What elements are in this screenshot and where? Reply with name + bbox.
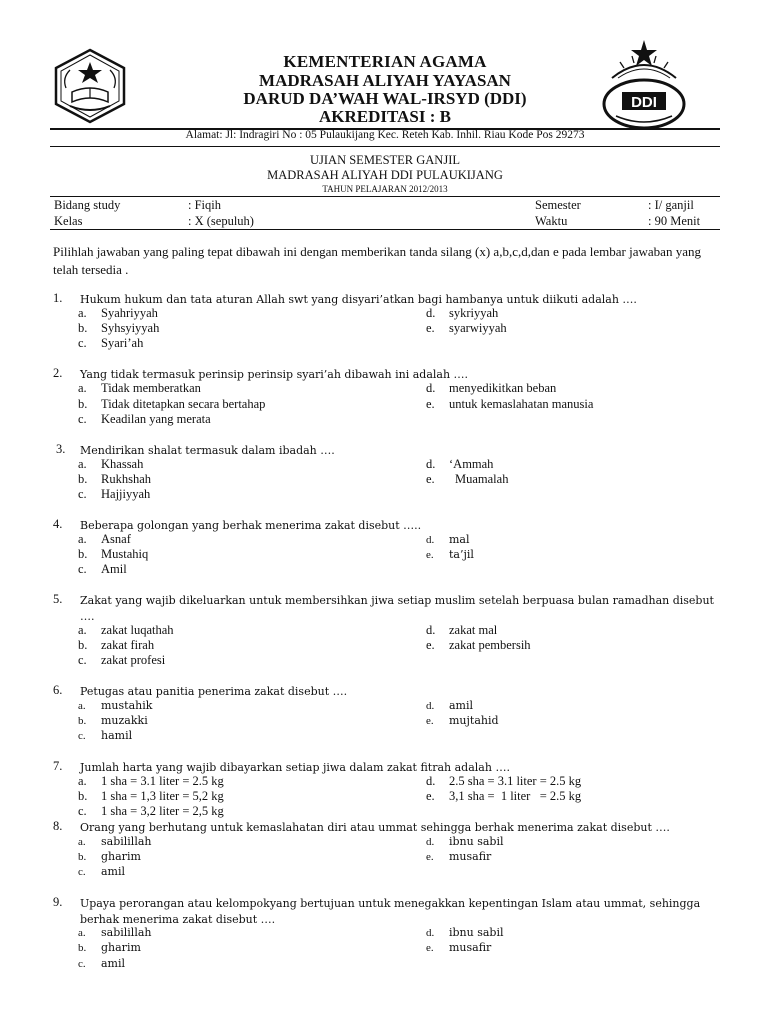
option-b: b. Syhsyiyyah [78, 321, 160, 335]
option-d: d. ibnu sabil [426, 835, 504, 848]
option-c: c. Hajjiyyah [78, 487, 151, 501]
header-accreditation: AKREDITASI : B [319, 107, 451, 126]
address-divider [50, 146, 720, 147]
option-a: a. sabilillah [78, 926, 152, 939]
question-text: Upaya perorangan atau kelompokyang bertujuan untuk menegakkan kepentingan Islam atau ummat, sehingga berhak menerima zakat disebut …. [80, 897, 701, 926]
info-row-subject [50, 197, 720, 213]
ddi-logo-text: DDI [631, 94, 657, 111]
option-d: d. zakat mal [426, 623, 498, 637]
option-d: d. ‘Ammah [426, 457, 494, 471]
exam-title: UJIAN SEMESTER GANJIL [310, 153, 460, 167]
option-a: a. mustahik [78, 699, 153, 712]
question-text: Orang yang berhutang untuk kemaslahatan diri atau ummat sehingga berhak menerima zakat disebut …. [80, 821, 670, 834]
option-c: c. 1 sha = 3,2 liter = 2,5 kg [78, 804, 224, 818]
option-b: b. Rukhshah [78, 472, 151, 486]
option-b: b. muzakki [78, 714, 148, 727]
option-d: d. menyedikitkan beban [426, 381, 557, 395]
question-text: Hukum hukum dan tata aturan Allah swt yang disyari’atkan bagi hambanya untuk diikuti adalah …. [80, 293, 637, 306]
question-number: 5. [53, 592, 63, 606]
semester-label: Semester [535, 198, 581, 212]
question-number: 9. [53, 895, 63, 909]
option-e: e. musafir [426, 850, 492, 863]
option-c: c. Amil [78, 562, 127, 576]
question-text: Jumlah harta yang wajib dibayarkan setiap jiwa dalam zakat fitrah adalah …. [80, 761, 510, 774]
header-school: MADRASAH ALIYAH YAYASAN [259, 71, 511, 90]
kemenag-logo-icon [52, 48, 128, 124]
option-b: b. zakat firah [78, 638, 155, 652]
question-number: 4. [53, 517, 63, 531]
exam-year: TAHUN PELAJARAN 2012/2013 [322, 184, 448, 194]
option-a: a. sabilillah [78, 835, 152, 848]
question-number: 7. [53, 759, 63, 773]
option-e: e. mujtahid [426, 714, 499, 727]
option-a: a. 1 sha = 3.1 liter = 2.5 kg [78, 774, 224, 788]
option-d: d. sykriyyah [426, 306, 499, 320]
option-c: c. amil [78, 957, 126, 970]
info-row-class [50, 213, 720, 229]
question-number: 3. [56, 442, 66, 456]
subject-label: Bidang study [54, 198, 121, 212]
option-d: d. 2.5 sha = 3.1 liter = 2.5 kg [426, 774, 582, 788]
time-label: Waktu [535, 214, 568, 228]
ddi-logo-icon [594, 38, 694, 130]
option-c: c. Keadilan yang merata [78, 412, 211, 426]
option-e: e. musafir [426, 941, 492, 954]
question-text: Zakat yang wajib dikeluarkan untuk membersihkan jiwa setiap muslim setelah berpuasa bulan ramadhan disebut …. [80, 594, 714, 623]
option-d: d. mal [426, 533, 470, 546]
instruction-text: Pilihlah jawaban yang paling tepat dibawah ini dengan memberikan tanda silang (x) a,b,c,d,dan e pada lembar jawaban yang telah tersedia . [53, 244, 701, 277]
time-value: : 90 Menit [648, 214, 701, 228]
option-d: d. amil [426, 699, 474, 712]
question-text: Yang tidak termasuk perinsip perinsip syari’ah dibawah ini adalah …. [80, 368, 469, 381]
exam-school: MADRASAH ALIYAH DDI PULAUKIJANG [267, 168, 503, 182]
option-e: e. untuk kemaslahatan manusia [426, 397, 594, 411]
option-a: a. Tidak memberatkan [78, 381, 201, 395]
option-b: b. Tidak ditetapkan secara bertahap [78, 397, 266, 411]
option-a: a. Asnaf [78, 532, 131, 546]
semester-value: : I/ ganjil [648, 198, 694, 212]
option-b: b. gharim [78, 941, 141, 954]
option-c: c. zakat profesi [78, 653, 166, 667]
option-e: e. Muamalah [426, 472, 509, 486]
question-number: 8. [53, 819, 63, 833]
header-foundation: DARUD DA’WAH WAL-IRSYD (DDI) [243, 89, 527, 108]
option-e: e. syarwiyyah [426, 321, 507, 335]
option-e: e. zakat pembersih [426, 638, 531, 652]
question-text: Mendirikan shalat termasuk dalam ibadah …. [80, 444, 335, 457]
option-e: e. ta’jil [426, 548, 474, 561]
header-address: Alamat: Jl: Indragiri No : 05 Pulaukijang Kec. Reteh Kab. Inhil. Riau Kode Pos 29273 [185, 129, 585, 141]
option-c: c. hamil [78, 729, 133, 742]
option-b: b. gharim [78, 850, 141, 863]
option-e: e. 3,1 sha = 1 liter = 2.5 kg [426, 789, 582, 803]
question-number: 1. [53, 291, 63, 305]
option-a: a. Syahriyyah [78, 306, 158, 320]
question-text: Beberapa golongan yang berhak menerima zakat disebut ….. [80, 519, 422, 532]
option-b: b. 1 sha = 1,3 liter = 5,2 kg [78, 789, 224, 803]
subject-value: : Fiqih [188, 198, 221, 212]
option-d: d. ibnu sabil [426, 926, 504, 939]
class-label: Kelas [54, 214, 83, 228]
question-number: 6. [53, 683, 63, 697]
option-c: c. Syari’ah [78, 336, 144, 350]
option-a: a. zakat luqathah [78, 623, 174, 637]
option-b: b. Mustahiq [78, 547, 149, 561]
header-ministry: KEMENTERIAN AGAMA [283, 52, 487, 71]
exam-info-table [50, 196, 720, 230]
option-a: a. Khassah [78, 457, 144, 471]
question-text: Petugas atau panitia penerima zakat disebut …. [80, 685, 348, 698]
option-c: c. amil [78, 865, 126, 878]
question-number: 2. [53, 366, 63, 380]
class-value: : X (sepuluh) [188, 214, 254, 228]
